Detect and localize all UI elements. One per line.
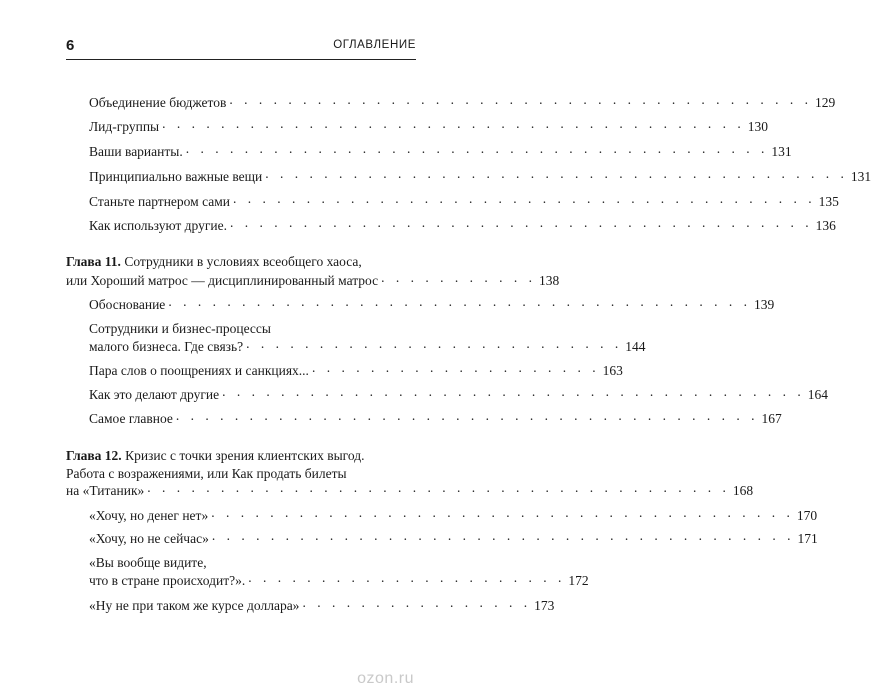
leader-dots: . . . . . . . . . . . . . . . . . . . . . . . . . . . . . . . . . . . . . . . . bbox=[211, 505, 794, 520]
chapter-title-line: Сотрудники в условиях всеобщего хаоса, bbox=[124, 254, 362, 269]
chapter-entry bbox=[66, 270, 560, 290]
chapter-page: 168 bbox=[732, 483, 754, 498]
toc-entry-page: 173 bbox=[534, 598, 555, 613]
toc-entry-title: Лид-группы bbox=[89, 119, 160, 134]
leader-dots: . . . . . . . . . . . . . . . . . . . . . . bbox=[248, 570, 566, 585]
toc-entry-title: Принципиально важные вещи bbox=[89, 169, 263, 184]
toc-entry-page: 135 bbox=[818, 194, 839, 209]
toc-entry-title: Объединение бюджетов bbox=[89, 95, 227, 110]
toc-entry-title: «Хочу, но денег нет» bbox=[89, 508, 209, 523]
leader-dots: . . . . . . . . . . . . . . . . . . . . . . . . . . . . . . . . . . . . . . . . bbox=[229, 215, 813, 230]
chapter-title-line: на «Титаник» bbox=[66, 483, 145, 498]
toc-entry-page: 172 bbox=[568, 573, 589, 588]
running-title: ОГЛАВЛЕНИЕ bbox=[333, 39, 416, 51]
chapter-entry bbox=[66, 480, 754, 500]
chapter-label: Глава 11. bbox=[66, 254, 121, 269]
toc-entry-title: Пара слов о поощрениях и санкциях... bbox=[89, 363, 309, 378]
toc-entry bbox=[89, 336, 646, 356]
toc-entry-page: 163 bbox=[602, 363, 623, 378]
toc-entry-title: что в стране происходит?». bbox=[89, 573, 246, 588]
toc-entry bbox=[89, 384, 828, 404]
toc-entry-page: 131 bbox=[850, 169, 871, 184]
toc-entry-title: «Хочу, но не сейчас» bbox=[89, 531, 209, 546]
chapter-title-line: Работа с возражениями, или Как продать билеты bbox=[66, 466, 347, 481]
toc-entry bbox=[89, 595, 555, 615]
toc-entry bbox=[89, 570, 589, 590]
toc-entry bbox=[89, 116, 768, 136]
leader-dots: . . . . . . . . . . . . . . . . . . . . . . . . . . . . . . . . . . . . . . . . bbox=[233, 191, 816, 206]
leader-dots: . . . . . . . . . . . . . . . . bbox=[302, 595, 532, 610]
toc-entry-title: «Ну не при таком же курсе доллара» bbox=[89, 598, 300, 613]
toc-entry-page: 170 bbox=[796, 508, 818, 523]
chapter-heading bbox=[66, 253, 362, 271]
toc-entry-page: 167 bbox=[761, 411, 782, 426]
toc-entry bbox=[89, 360, 623, 380]
toc-entry-page: 136 bbox=[815, 218, 836, 233]
leader-dots: . . . . . . . . . . . . . . . . . . . . . . . . . . . . . . . . . . . . . . . . bbox=[211, 528, 795, 543]
toc-entry-title: Как используют другие. bbox=[89, 218, 227, 233]
chapter-label: Глава 12. bbox=[66, 448, 122, 463]
toc-entry bbox=[89, 294, 775, 314]
toc-entry bbox=[89, 408, 782, 428]
toc-entry-title: Ваши варианты. bbox=[89, 144, 183, 159]
toc-entry-title: Обоснование bbox=[89, 297, 166, 312]
toc-entry bbox=[89, 505, 818, 525]
toc-entry bbox=[89, 166, 871, 186]
toc-entry-page: 164 bbox=[807, 387, 828, 402]
toc-entry bbox=[89, 191, 839, 211]
toc-entry bbox=[89, 528, 818, 548]
leader-dots: . . . . . . . . . . . . . . . . . . . . . . . . . . . . . . . . . . . . . . . . bbox=[175, 408, 759, 423]
leader-dots: . . . . . . . . . . . . . . . . . . . . . . . . . . . . . . . . . . . . . . . . bbox=[229, 92, 812, 107]
toc-entry-page: 131 bbox=[771, 144, 792, 159]
toc-entry-title-line: «Вы вообще видите, bbox=[89, 555, 207, 570]
toc-entry-page: 129 bbox=[814, 95, 836, 110]
chapter-title-line: Кризис с точки зрения клиентских выгод. bbox=[125, 448, 365, 463]
leader-dots: . . . . . . . . . . . . . . . . . . . . . . . . . . bbox=[246, 336, 623, 351]
chapter-page: 138 bbox=[539, 273, 560, 288]
page-number: 6 bbox=[66, 37, 75, 54]
toc-entry bbox=[89, 92, 836, 112]
toc-entry-page: 144 bbox=[625, 339, 646, 354]
toc-entry-page: 171 bbox=[797, 531, 818, 546]
leader-dots: . . . . . . . . . . . . . . . . . . . . bbox=[311, 360, 600, 375]
page-header bbox=[66, 37, 416, 60]
toc-entry-title: Самое главное bbox=[89, 411, 173, 426]
chapter-title-line: или Хороший матрос — дисциплинированный матрос bbox=[66, 273, 379, 288]
chapter-heading bbox=[66, 447, 364, 465]
toc-entry-page: 130 bbox=[747, 119, 768, 134]
toc-entry-title-line: Сотрудники и бизнес-процессы bbox=[89, 321, 271, 336]
leader-dots: . . . . . . . . . . . . . . . . . . . . . . . . . . . . . . . . . . . . . . . . bbox=[168, 294, 751, 309]
toc-entry-title: малого бизнеса. Где связь? bbox=[89, 339, 244, 354]
toc-entry bbox=[89, 215, 836, 235]
toc-entry-title: Как это делают другие bbox=[89, 387, 220, 402]
leader-dots: . . . . . . . . . . . . . . . . . . . . . . . . . . . . . . . . . . . . . . . . bbox=[147, 480, 730, 495]
leader-dots: . . . . . . . . . . . . . . . . . . . . . . . . . . . . . . . . . . . . . . . . bbox=[185, 141, 769, 156]
leader-dots: . . . . . . . . . . . . . . . . . . . . . . . . . . . . . . . . . . . . . . . . bbox=[222, 384, 805, 399]
watermark: ozon.ru bbox=[357, 670, 414, 687]
toc-entry bbox=[89, 141, 792, 161]
toc-entry-title: Станьте партнером сами bbox=[89, 194, 230, 209]
leader-dots: . . . . . . . . . . . bbox=[381, 270, 537, 285]
toc-entry-page: 139 bbox=[753, 297, 775, 312]
leader-dots: . . . . . . . . . . . . . . . . . . . . . . . . . . . . . . . . . . . . . . . . bbox=[162, 116, 745, 131]
leader-dots: . . . . . . . . . . . . . . . . . . . . . . . . . . . . . . . . . . . . . . . . bbox=[265, 166, 848, 181]
